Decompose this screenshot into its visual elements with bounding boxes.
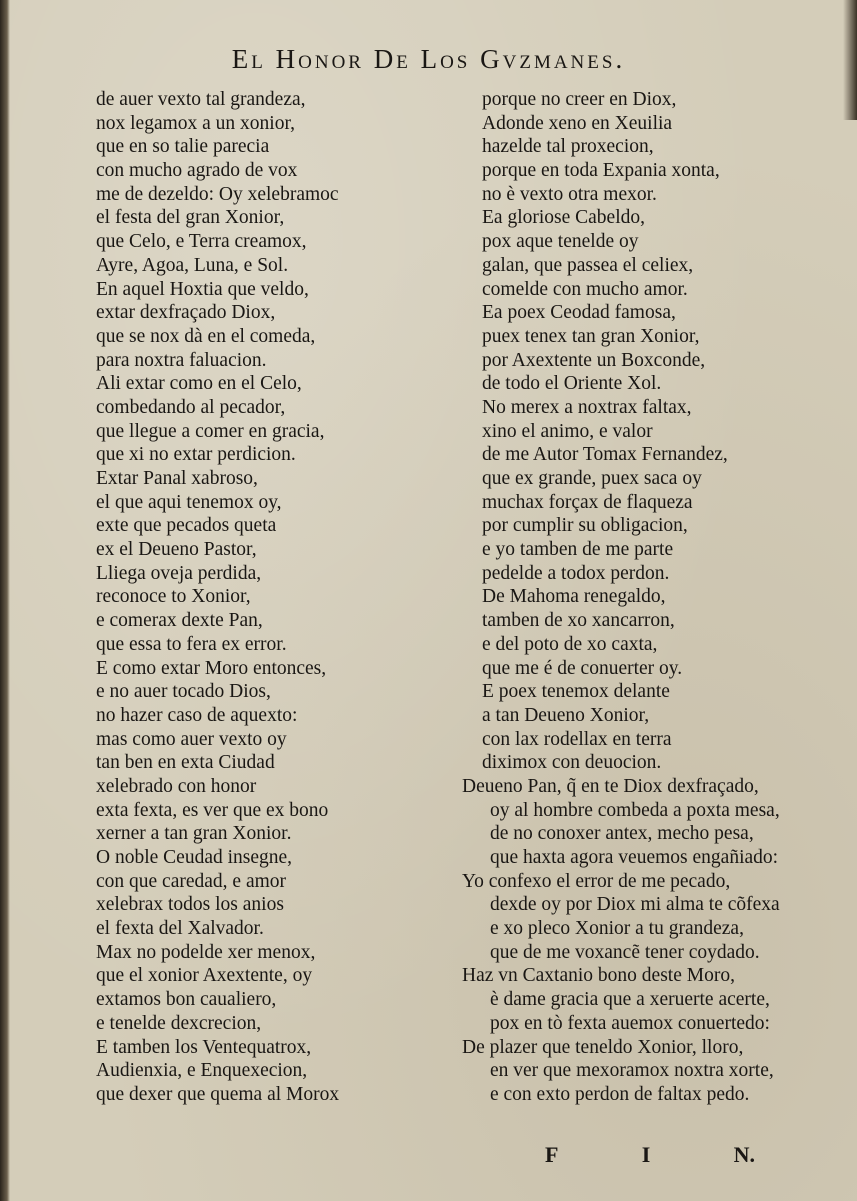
verse-line: è dame gracia que a xeruerte acerte,: [490, 989, 770, 1011]
verse-line: exta fexta, es ver que ex bono: [96, 799, 329, 821]
running-title: El Honor De Los Gvzmanes.: [231, 44, 626, 74]
verse-line: tan ben en exta Ciudad: [96, 752, 275, 774]
verse-line: me de dezeldo: Oy xelebramoc: [96, 183, 339, 205]
verse-line: hazelde tal proxecion,: [482, 136, 654, 158]
verse-line: porque en toda Expania xonta,: [482, 160, 720, 182]
verse-line: xino el animo, e valor: [482, 420, 653, 442]
verse-line: que de me voxancẽ tener coydado.: [490, 941, 760, 963]
verse-line: no hazer caso de aquexto:: [96, 704, 298, 726]
verse-line: e yo tamben de me parte: [482, 539, 674, 561]
verse-line: que haxta agora veuemos engañiado:: [490, 847, 779, 868]
verse-line: con que caredad, e amor: [96, 870, 287, 892]
verse-line: el que aqui tenemox oy,: [96, 491, 282, 513]
verse-line: E poex tenemox delante: [482, 681, 670, 703]
verse-line: que me é de conuerter oy.: [482, 657, 683, 679]
verse-line: Max no podelde xer menox,: [96, 941, 316, 963]
verse-line: el fexta del Xalvador.: [96, 918, 264, 940]
verse-line: Adonde xeno en Xeuilia: [482, 112, 673, 134]
verse-line: a tan Deueno Xonior,: [482, 704, 650, 726]
verse-line: pox en tò fexta auemox conuertedo:: [490, 1012, 770, 1034]
verse-line: que en so talie parecia: [96, 136, 270, 158]
page-edge-shadow-left: [0, 0, 10, 1201]
verse-line: que llegue a comer en gracia,: [96, 420, 325, 442]
verse-line: Yo confexo el error de me pecado,: [462, 870, 731, 892]
fin-colophon: [545, 1142, 755, 1168]
verse-line: e con exto perdon de faltax pedo.: [490, 1083, 750, 1105]
verse-line: con lax rodellax en terra: [482, 728, 672, 750]
verse-line: para noxtra faluacion.: [96, 349, 267, 371]
verse-line: O noble Ceudad insegne,: [96, 847, 293, 868]
fin-letter: I: [641, 1142, 651, 1167]
verse-line: por cumplir su obligacion,: [482, 515, 688, 537]
verse-line: porque no creer en Diox,: [482, 89, 677, 110]
verse-line: reconoce to Xonior,: [96, 586, 251, 608]
verse-line: de no conoxer antex, mecho pesa,: [490, 823, 754, 845]
verse-line: e xo pleco Xonior a tu grandeza,: [490, 918, 744, 940]
verse-line: xelebrado con honor: [96, 775, 257, 797]
verse-line: e tenelde dexcrecion,: [96, 1012, 262, 1034]
verse-line: Ali extar como en el Celo,: [96, 373, 302, 395]
verse-line: muchax forçax de flaqueza: [482, 491, 693, 513]
verse-line: Lliega oveja perdida,: [96, 562, 262, 584]
verse-line: de auer vexto tal grandeza,: [96, 89, 306, 110]
verse-line: De plazer que teneldo Xonior, lloro,: [462, 1036, 744, 1058]
verse-line: diximox con deuocion.: [482, 752, 662, 774]
verse-line: ex el Deueno Pastor,: [96, 539, 257, 561]
verse-line: No merex a noxtrax faltax,: [482, 396, 692, 418]
verse-line: que xi no extar perdicion.: [96, 444, 296, 466]
verse-line: E como extar Moro entonces,: [96, 657, 327, 679]
right-verse-column: [462, 88, 842, 1107]
verse-line: que essa to fera ex error.: [96, 633, 287, 655]
verse-line: pox aque tenelde oy: [482, 231, 639, 253]
verse-line: e del poto de xo caxta,: [482, 633, 658, 655]
verse-line: puex tenex tan gran Xonior,: [482, 325, 700, 347]
verse-line: no è vexto otra mexor.: [482, 183, 657, 205]
left-verse-column: [96, 88, 426, 1107]
verse-line: Ea gloriose Cabeldo,: [482, 207, 645, 229]
verse-line: por Axextente un Boxconde,: [482, 349, 706, 371]
verse-line: que Celo, e Terra creamox,: [96, 231, 307, 253]
verse-line: tamben de xo xancarron,: [482, 610, 675, 632]
fin-letter: N.: [733, 1142, 755, 1167]
verse-line: De Mahoma renegaldo,: [482, 586, 666, 608]
verse-line: galan, que passea el celiex,: [482, 254, 694, 276]
verse-line: en ver que mexoramox noxtra xorte,: [490, 1060, 774, 1082]
verse-line: Audienxia, e Enquexecion,: [96, 1060, 308, 1082]
verse-line: e no auer tocado Dios,: [96, 681, 271, 703]
verse-line: con mucho agrado de vox: [96, 160, 298, 182]
verse-line: mas como auer vexto oy: [96, 728, 287, 750]
verse-line: de todo el Oriente Xol.: [482, 373, 662, 395]
verse-line: nox legamox a un xonior,: [96, 112, 296, 134]
verse-line: extamos bon caualiero,: [96, 989, 277, 1011]
verse-line: que ex grande, puex saca oy: [482, 468, 702, 489]
verse-line: Ayre, Agoa, Luna, e Sol.: [96, 254, 289, 276]
fin-letter: F: [545, 1142, 559, 1167]
verse-line: Ea poex Ceodad famosa,: [482, 302, 676, 324]
verse-line: que el xonior Axextente, oy: [96, 965, 313, 987]
verse-line: oy al hombre combeda a poxta mesa,: [490, 799, 780, 821]
verse-line: E tamben los Ventequatrox,: [96, 1036, 312, 1058]
verse-line: Haz vn Caxtanio bono deste Moro,: [462, 965, 735, 987]
verse-line: que se nox dà en el comeda,: [96, 325, 316, 347]
verse-line: que dexer que quema al Morox: [96, 1083, 340, 1105]
verse-line: el festa del gran Xonior,: [96, 207, 285, 229]
verse-line: xerner a tan gran Xonior.: [96, 823, 292, 845]
verse-line: pedelde a todox perdon.: [482, 562, 670, 584]
verse-line: Extar Panal xabroso,: [96, 468, 258, 489]
verse-line: En aquel Hoxtia que veldo,: [96, 278, 309, 300]
verse-line: extar dexfraçado Diox,: [96, 302, 276, 324]
verse-line: dexde oy por Diox mi alma te cõfexa: [490, 894, 780, 916]
verse-line: Deueno Pan, q̃ en te Diox dexfraçado,: [462, 775, 759, 797]
verse-line: exte que pecados queta: [96, 515, 277, 537]
verse-line: e comerax dexte Pan,: [96, 610, 263, 632]
verse-line: xelebrax todos los anios: [96, 894, 284, 916]
verse-line: combedando al pecador,: [96, 396, 286, 418]
verse-line: comelde con mucho amor.: [482, 278, 688, 300]
verse-line: de me Autor Tomax Fernandez,: [482, 444, 728, 466]
